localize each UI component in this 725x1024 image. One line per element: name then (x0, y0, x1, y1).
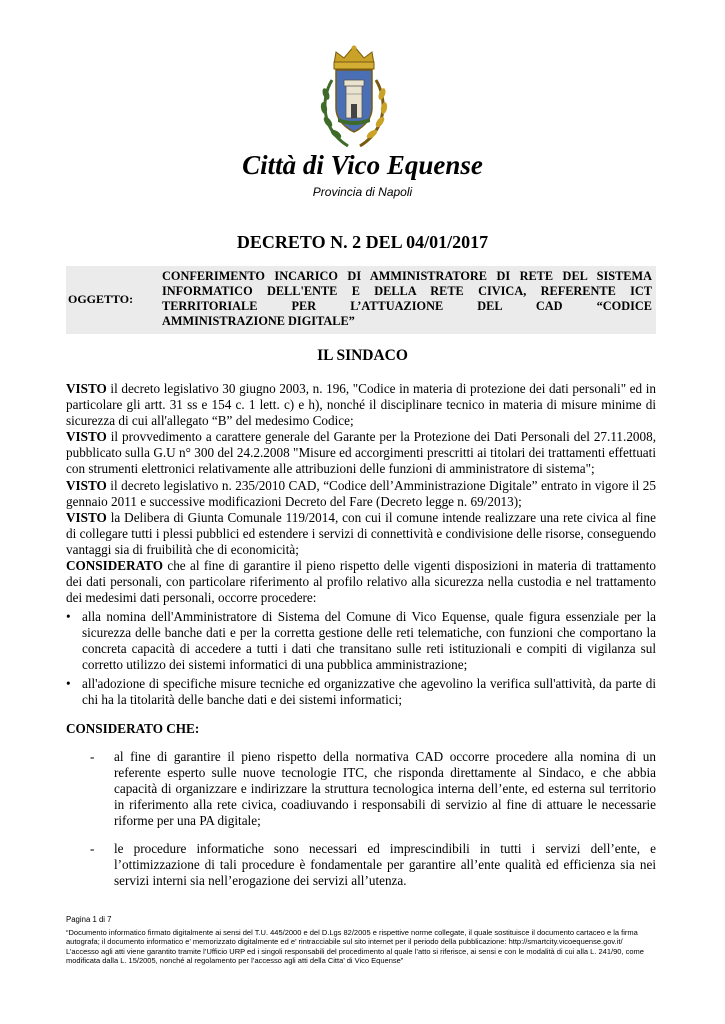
dash-text: le procedure informatiche sono necessari ed imprescindibili in tutti i servizi dell’ente, e l’ottimizzazione di tali procedure è fondamentale per garantire all’ente qualità ed efficienza sia nei servizi interni sia nell’erogazione dei servizi all’utenza. (114, 841, 656, 888)
page-number: Pagina 1 di 7 (66, 915, 112, 924)
subject-box (66, 266, 656, 334)
subject-line: CONFERIMENTO INCARICO DI AMMINISTRATORE DI RETE DEL SISTEMA (162, 269, 652, 283)
decree-title: DECRETO N. 2 DEL 04/01/2017 (236, 232, 489, 252)
subject-line: AMMINISTRAZIONE DIGITALE” (162, 314, 355, 328)
recital-lead: VISTO (66, 478, 107, 493)
recital-text: il decreto legislativo n. 235/2010 CAD, “Codice dell’Amministrazione Digitale” entrato in vigore il 25 gennaio 2011 e successive modificazioni Decreto del Fare (Decreto legge n. 69/2013); (66, 478, 656, 509)
recital-lead: VISTO (66, 429, 107, 444)
city-name: Città di Vico Equense (242, 150, 483, 180)
dash-marker: - (90, 749, 95, 764)
recital-paragraph (66, 558, 656, 606)
bullet-text: all'adozione di specifiche misure tecniche ed organizzative che agevolino la verifica sull'attività, da parte di chi ha la titolarità delle banche dati e dei sistemi informatici; (82, 676, 656, 707)
recital-lead: CONSIDERATO (66, 558, 163, 573)
recital-paragraph (66, 381, 656, 429)
decree-body (66, 381, 656, 889)
subject-line: INFORMATICO DELL'ENTE E DELLA RETE CIVICA, REFERENTE ICT (162, 284, 652, 298)
bullet-item (66, 609, 656, 673)
subject-line: TERRITORIALE PER L’ATTUAZIONE DEL CAD “CODICE (162, 299, 652, 313)
recital-lead: VISTO (66, 381, 107, 396)
considerato-che-heading: CONSIDERATO CHE: (66, 721, 200, 736)
recital-paragraph (66, 510, 656, 558)
bullet-icon: • (66, 609, 71, 624)
recital-text: il provvedimento a carattere generale del Garante per la Protezione dei Dati Personali del 27.11.2008, pubblicato sulla G.U n° 300 del 24.2.2008 "Misure ed accorgimenti prescritti ai titolari dei trattamenti effettuati con strumenti elettronici relativamente alle attribuzioni delle funzioni di amministratore di sistema"; (66, 429, 656, 476)
section-heading: IL SINDACO (317, 347, 408, 364)
recital-text: il decreto legislativo 30 giugno 2003, n. 196, "Codice in materia di protezione dei dati personali" ed in particolare gli artt. 31 ss e 154 c. 1 lett. c) e h), nonché il disciplinare tecnico in materia di misure minime di sicurezza di cui all'allegato “B” del medesimo Codice; (66, 381, 656, 428)
bullet-item (66, 676, 656, 708)
recital-lead: VISTO (66, 510, 107, 525)
city-crest-logo (318, 42, 390, 152)
dash-marker: - (90, 841, 95, 856)
province-name: Provincia di Napoli (312, 185, 413, 199)
bullet-icon: • (66, 676, 71, 691)
footer-note: “Documento informatico firmato digitalmente ai sensi del T.U. 445/2000 e del D.Lgs 82/2005 e rispettive norme collegate, il quale sostituisce il documento cartaceo e la firma autografa; il documento informatico e’ memorizzato digitalmente ed e’ rintracciabile sul sito internet per il periodo della pubblicazione: http://smartcity.vicoequense.gov.it/ (66, 927, 638, 947)
page-footer (66, 915, 660, 966)
subject-text (162, 269, 652, 329)
dash-text: al fine di garantire il pieno rispetto della normativa CAD occorre procedere alla nomina di un referente esperto sulle nuove tecnologie ITC, che risponda direttamente al Sindaco, e che abbia capacità di organizzare e indirizzare la struttura tecnologica interna dell’ente, ed esterna sul territorio in riferimento alla rete civica, coadiuvando i responsabili di servizio al fine di attuare le necessarie riforme per una PA digitale; (114, 749, 656, 828)
bullet-text: alla nomina dell'Amministratore di Sistema del Comune di Vico Equense, quale figura essenziale per la sicurezza delle banche dati e per la corretta gestione delle reti telematiche, con funzioni che comportano la concreta capacità di accedere a tutti i dati che transitano sulle reti istituzionali e compiti di vigilanza sul corretto utilizzo dei sistemi informatici di una pubblica amministrazione; (82, 609, 656, 672)
recital-paragraph (66, 478, 656, 510)
recital-paragraph (66, 429, 656, 477)
footer-note: L’accesso agli atti viene garantito tramite l’Ufficio URP ed i singoli responsabili del procedimento al quale l’atto si riferisce, ai sensi e con le modalità di cui alla L. 241/90, come modificata dalla L. 15/2005, nonché al regolamento per l’accesso agli atti della Citta’ di Vico Equense” (66, 946, 644, 966)
dash-item (66, 749, 656, 829)
recital-text: la Delibera di Giunta Comunale 119/2014, con cui il comune intende realizzare una rete civica al fine di collegare tutti i plessi pubblici ed estendere i servizi di connettività e condivisione delle risorse, conseguendo vantaggi sia di fruibilità che di economicità; (66, 510, 656, 557)
subject-label: OGGETTO: (68, 292, 134, 306)
recital-text: che al fine di garantire il pieno rispetto delle vigenti disposizioni in materia di trattamento dei dati personali, con particolare riferimento al profilo relativo alla sicurezza nella custodia e nel trattamento dei medesimi dati personali, occorre procedere: (66, 558, 656, 605)
dash-item (66, 841, 656, 889)
